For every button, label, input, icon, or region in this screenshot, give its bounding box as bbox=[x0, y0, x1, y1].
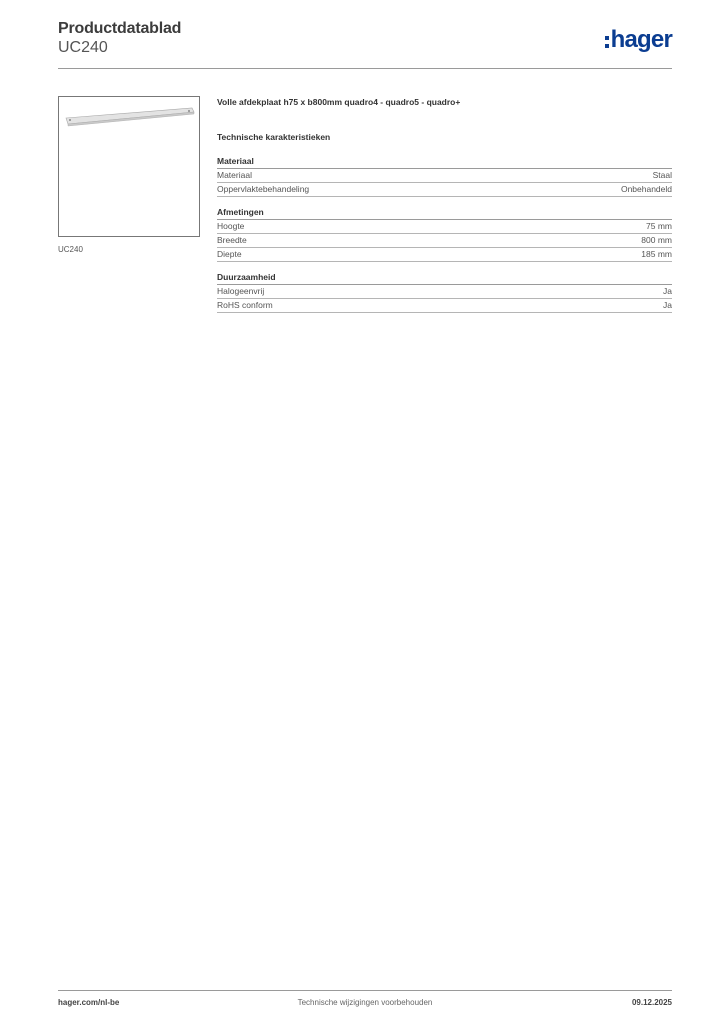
image-caption: UC240 bbox=[58, 245, 83, 254]
spec-value: Staal bbox=[652, 170, 672, 180]
spec-label: Breedte bbox=[217, 235, 247, 245]
spec-value: Ja bbox=[663, 286, 672, 296]
spec-row bbox=[217, 169, 672, 183]
section-title: Materiaal bbox=[217, 156, 672, 169]
footer-disclaimer: Technische wijzigingen voorbehouden bbox=[297, 998, 433, 1007]
spec-content bbox=[217, 96, 672, 313]
logo-dots-icon bbox=[605, 36, 609, 48]
spec-label: Materiaal bbox=[217, 170, 252, 180]
hager-logo bbox=[605, 26, 672, 54]
spec-value: 800 mm bbox=[641, 235, 672, 245]
spec-label: RoHS conform bbox=[217, 300, 273, 310]
product-code: UC240 bbox=[58, 39, 108, 56]
footer-website-link[interactable]: hager.com/nl-be bbox=[58, 998, 120, 1007]
spec-value: Ja bbox=[663, 300, 672, 310]
spec-label: Halogeenvrij bbox=[217, 286, 265, 296]
spec-row bbox=[217, 183, 672, 197]
spec-value: 185 mm bbox=[641, 249, 672, 259]
spec-row bbox=[217, 248, 672, 262]
spec-section-materiaal bbox=[217, 156, 672, 197]
footer-date: 09.12.2025 bbox=[631, 998, 672, 1007]
page-title: Productdatablad bbox=[58, 20, 182, 37]
spec-section-afmetingen bbox=[217, 207, 672, 262]
page-footer bbox=[58, 998, 672, 1010]
product-description: Volle afdekplaat h75 x b800mm quadro4 - quadro5 - quadro+ bbox=[217, 97, 461, 107]
page-header bbox=[58, 20, 672, 68]
spec-heading: Technische karakteristieken bbox=[217, 132, 331, 142]
spec-section-duurzaamheid bbox=[217, 272, 672, 313]
spec-label: Diepte bbox=[217, 249, 242, 259]
spec-value: Onbehandeld bbox=[620, 184, 672, 194]
spec-value: 75 mm bbox=[646, 221, 672, 231]
logo-text: hager bbox=[610, 26, 672, 53]
spec-label: Oppervlaktebehandeling bbox=[217, 184, 310, 194]
section-title: Afmetingen bbox=[217, 207, 672, 220]
cover-plate-image bbox=[65, 107, 195, 129]
spec-row bbox=[217, 220, 672, 234]
spec-row bbox=[217, 285, 672, 299]
header-divider bbox=[58, 68, 672, 69]
section-title: Duurzaamheid bbox=[217, 272, 672, 285]
spec-row bbox=[217, 299, 672, 313]
spec-row bbox=[217, 234, 672, 248]
footer-divider bbox=[58, 990, 672, 991]
product-image bbox=[58, 96, 200, 237]
spec-label: Hoogte bbox=[217, 221, 245, 231]
